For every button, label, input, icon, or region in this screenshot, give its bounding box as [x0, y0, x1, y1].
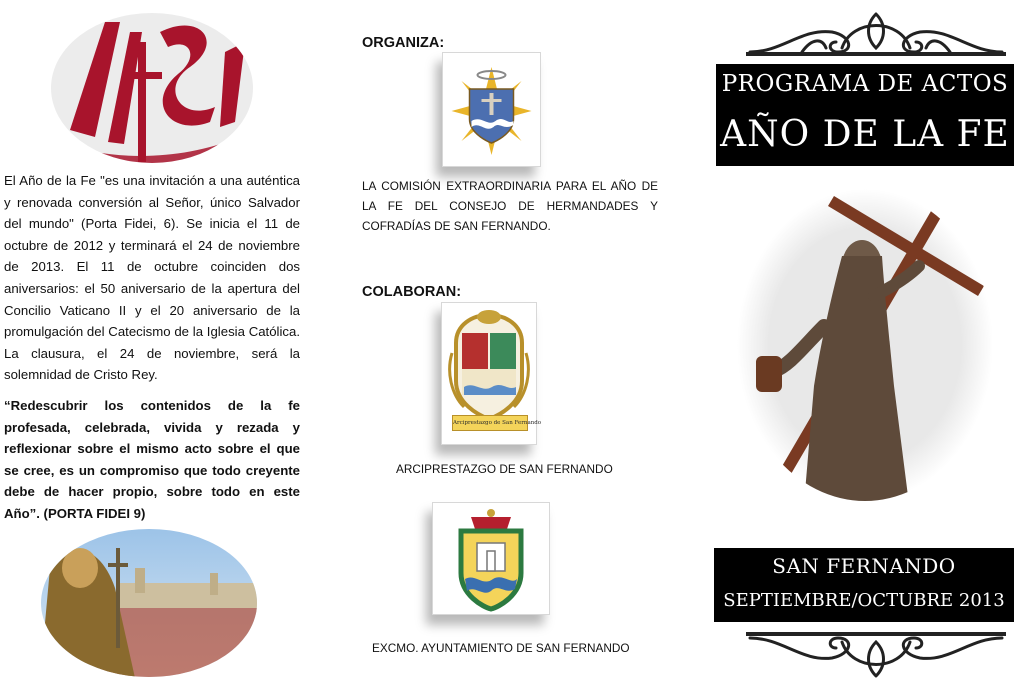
porta-fidei-quote: “Redescubrir los contenidos de la fe profesada, celebrada, vivida y rezada y reflexionar sobre el mismo acto sobre el que se cree, es un compromiso que todo creyente debe de hacer propio, sobre todo en este Año”. (PORTA FIDEI 9) — [4, 398, 300, 521]
consejo-shield-icon — [443, 53, 540, 166]
place-name: SAN FERNANDO — [772, 554, 956, 578]
arciprestazgo-shield — [441, 302, 542, 445]
event-dates: SEPTIEMBRE/OCTUBRE 2013 — [723, 590, 1005, 611]
ayuntamiento-label: EXCMO. AYUNTAMIENTO DE SAN FERNANDO — [372, 641, 630, 655]
intro-paragraph: El Año de la Fe "es una invitación a una auténtica y renovada conversión al Señor, único Salvador del mundo" (Porta Fidei, 6). Se inicia el 11 de octubre de 2012 y terminará el 24 de noviembre de 2013. El 11 de octubre coinciden dos aniversarios: el 50 aniversario de la apertura del Concilio Vaticano II y el 20 aniversario de la promulgación del Catecismo de la Iglesia Católica. La clausura, el 24 de noviembre, será la solemnidad de Cristo Rey. — [4, 173, 300, 383]
statue-with-cross-icon — [734, 186, 996, 504]
ayuntamiento-shield — [432, 502, 550, 615]
program-title-box — [716, 64, 1014, 166]
organiza-heading: ORGANIZA: — [362, 35, 445, 51]
papal-crowd-photo — [40, 528, 258, 678]
arciprestazgo-ribbon: Arciprestazgo de San Fernando — [452, 415, 528, 431]
scrollwork-ornament-icon — [742, 626, 1010, 682]
program-title-line2: AÑO DE LA FE — [720, 114, 1010, 155]
colaboran-heading: COLABORAN: — [362, 284, 462, 300]
organiza-description: LA COMISIÓN EXTRAORDINARIA PARA EL AÑO DE LA FE DEL CONSEJO DE HERMANDADES Y COFRADÍAS DE SAN FERNANDO. — [362, 179, 658, 233]
consejo-hermandades-shield — [442, 52, 541, 167]
ayuntamiento-shield-icon — [433, 503, 549, 614]
program-title-line1: PROGRAMA DE ACTOS — [721, 71, 1009, 97]
place-date-box — [714, 548, 1014, 622]
year-of-faith-logo-icon — [50, 12, 255, 164]
scrollwork-ornament-icon — [742, 8, 1010, 64]
bottom-ornament — [742, 626, 1010, 682]
top-ornament — [742, 8, 1010, 64]
arciprestazgo-label: ARCIPRESTAZGO DE SAN FERNANDO — [396, 462, 613, 476]
year-of-faith-logo — [50, 12, 255, 164]
papal-crowd-photo — [40, 528, 258, 678]
statue-image — [734, 186, 996, 504]
